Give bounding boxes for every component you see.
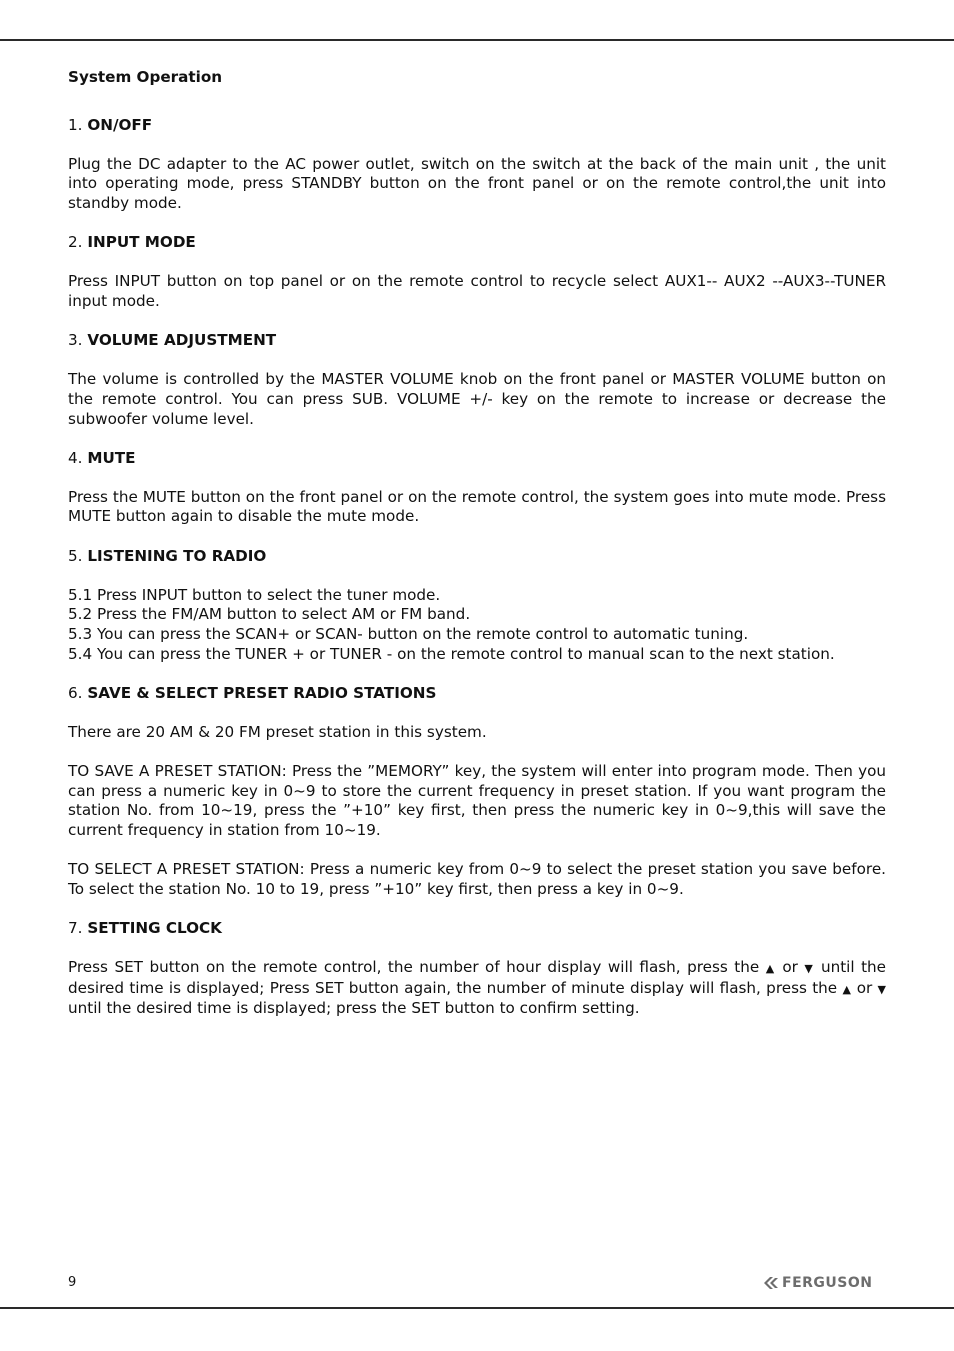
section-title: SETTING CLOCK [87, 918, 222, 937]
clock-text-part: or [856, 978, 873, 997]
section-heading-clock [68, 919, 886, 939]
section-number: 3. [68, 331, 83, 350]
presets-save-text: TO SAVE A PRESET STATION: Press the ”MEMORY” key, the system will enter into program mode. Then you can press a numeric key in 0~9 to store the current frequency in preset station. If you want program the station No. from 10~19, press the ”+10” key first, then press the numeric key in 0~9,this will save the current frequency in station from 10~19. [68, 762, 886, 839]
section-text-mute: Press the MUTE button on the front panel or on the remote control, the system goes into mute mode. Press MUTE button again to disable the mute mode. [68, 487, 886, 526]
up-triangle-icon: ▲ [765, 962, 776, 976]
down-triangle-icon: ▼ [804, 962, 815, 976]
document-body [68, 68, 886, 1019]
section-heading-input-mode [68, 233, 886, 253]
list-item: 5.2 Press the FM/AM button to select AM or FM band. [68, 605, 471, 624]
section-text-volume: The volume is controlled by the MASTER VOLUME knob on the front panel or MASTER VOLUME button on the remote control. You can press SUB. VOLUME +/- key on the remote to increase or decrease the subwoofer volume level. [68, 370, 886, 428]
clock-text-part: until the desired time is displayed; press the SET button to confirm setting. [68, 999, 640, 1018]
section-title: VOLUME ADJUSTMENT [87, 331, 277, 350]
brand-name: FERGUSON [782, 1275, 873, 1291]
section-number: 5. [68, 546, 83, 565]
section-heading-presets [68, 684, 886, 704]
clock-text [68, 958, 886, 1019]
presets-select-text: TO SELECT A PRESET STATION: Press a numeric key from 0~9 to select the preset station you save before. To select the station No. 10 to 19, press ”+10” key first, then press a key in 0~9. [68, 860, 886, 898]
section-number: 4. [68, 448, 83, 467]
brand-logo [762, 1275, 872, 1291]
section-title: MUTE [87, 448, 136, 467]
top-rule [0, 39, 954, 41]
page-number: 9 [68, 1275, 77, 1290]
section-heading-mute [68, 449, 886, 469]
ferguson-mark-icon [762, 1276, 780, 1290]
radio-steps-list [68, 586, 886, 664]
presets-intro: There are 20 AM & 20 FM preset station in this system. [68, 723, 487, 741]
up-triangle-icon: ▲ [842, 982, 852, 996]
section-number: 6. [68, 683, 83, 702]
section-heading-volume [68, 331, 886, 351]
list-item: 5.4 You can press the TUNER + or TUNER - on the remote control to manual scan to the next station. [68, 644, 835, 663]
page-title: System Operation [68, 68, 223, 86]
section-heading-radio [68, 547, 886, 567]
clock-text-part: Press SET button on the remote control, the number of hour display will flash, press the [68, 958, 760, 977]
section-title: INPUT MODE [87, 233, 196, 252]
clock-text-part: until the desired time is displayed; Press SET button again, the number of minute display will flash, press the [68, 958, 887, 997]
bottom-rule [0, 1307, 954, 1309]
section-number: 7. [68, 918, 83, 937]
section-number: 2. [68, 233, 83, 252]
section-text-on-off: Plug the DC adapter to the AC power outlet, switch on the switch at the back of the main unit , the unit into operating mode, press STANDBY button on the front panel or on the remote control,the unit into standby mode. [68, 154, 886, 212]
down-triangle-icon: ▼ [877, 982, 887, 996]
section-heading-on-off [68, 116, 886, 136]
clock-text-part: or [782, 958, 798, 977]
section-title: SAVE & SELECT PRESET RADIO STATIONS [87, 683, 437, 702]
list-item: 5.3 You can press the SCAN+ or SCAN- button on the remote control to automatic tuning. [68, 625, 749, 644]
section-text-input-mode: Press INPUT button on top panel or on the remote control to recycle select AUX1-- AUX2 --AUX3--TUNER input mode. [68, 272, 886, 310]
section-number: 1. [68, 115, 83, 134]
section-title: LISTENING TO RADIO [87, 546, 267, 565]
list-item: 5.1 Press INPUT button to select the tuner mode. [68, 585, 441, 604]
section-title: ON/OFF [87, 115, 153, 134]
